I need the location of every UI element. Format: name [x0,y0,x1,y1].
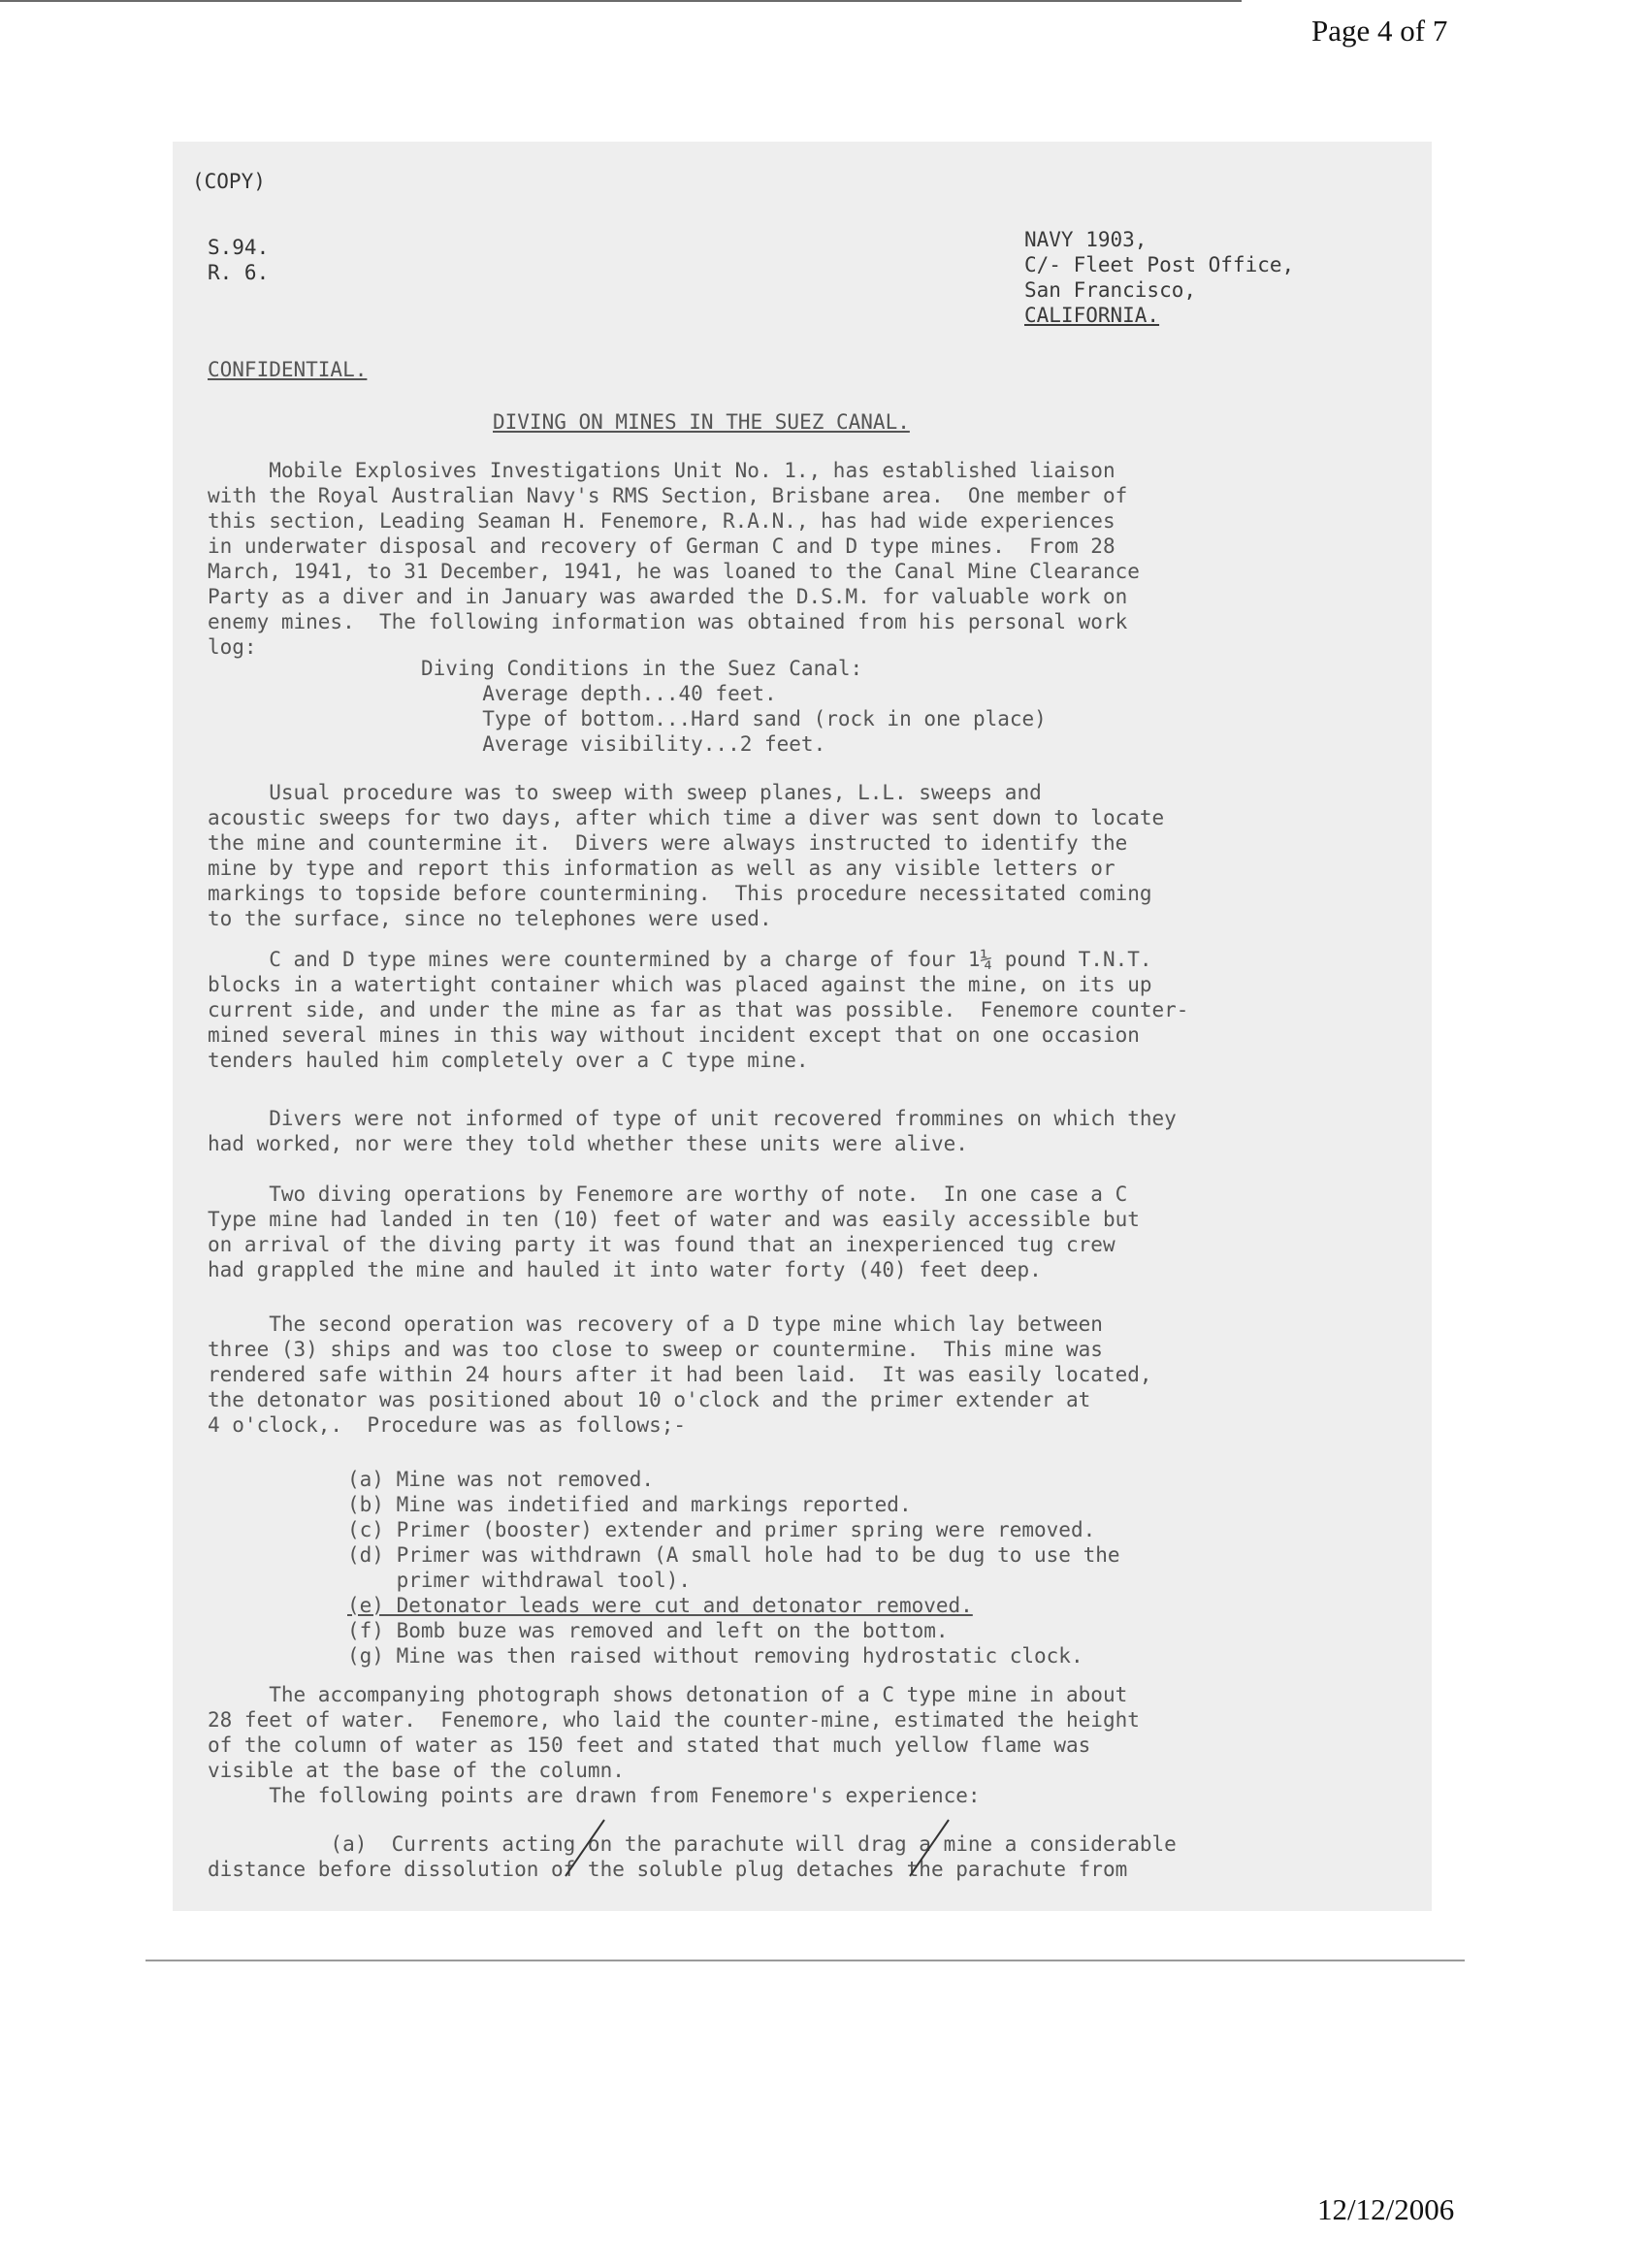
text-line: current side, and under the mine as far as that was possible. Fenemore counter- [208,998,1189,1021]
pen-mark [566,1820,604,1876]
reference-line: S.94. [208,236,270,259]
text-line: 4 o'clock,. Procedure was as follows;- [208,1413,687,1437]
text-line: tenders hauled him completely over a C type mine. [208,1049,809,1072]
step-item: (b) Mine was indetified and markings reported. [347,1493,912,1516]
text-line: Divers were not informed of type of unit recovered frommines on which they [208,1107,1177,1130]
scan-top-edge [0,0,1242,2]
text-line: with the Royal Australian Navy's RMS Section, Brisbane area. One member of [208,484,1128,507]
text-line: Usual procedure was to sweep with sweep planes, L.L. sweeps and [208,781,1042,804]
text-line: Type of bottom...Hard sand (rock in one place) [421,707,1047,730]
text-line: blocks in a watertight container which was placed against the mine, on its up [208,973,1152,996]
footer-date: 12/12/2006 [1317,2192,1455,2226]
text-line: Average depth...40 feet. [421,682,777,705]
scanned-document [173,142,1432,1911]
address-line: NAVY 1903, [1024,228,1148,251]
step-item: (c) Primer (booster) extender and primer spring were removed. [347,1518,1096,1541]
text-line: distance before dissolution of the soluble plug detaches the parachute from [208,1858,1128,1881]
step-item: (f) Bomb buze was removed and left on the bottom. [347,1619,949,1642]
text-line: the mine and countermine it. Divers were always instructed to identify the [208,831,1128,855]
copy-mark: (COPY) [192,170,266,193]
text-line: visible at the base of the column. [208,1759,625,1782]
text-line: in underwater disposal and recovery of German C and D type mines. From 28 [208,535,1116,558]
text-line: rendered safe within 24 hours after it had been laid. It was easily located, [208,1363,1152,1386]
address-line: C/- Fleet Post Office, [1024,253,1295,276]
text-line: mined several mines in this way without incident except that on one occasion [208,1023,1140,1047]
step-item: primer withdrawal tool). [347,1569,692,1592]
pen-marks [173,142,1432,1911]
document-heading: DIVING ON MINES IN THE SUEZ CANAL. [493,410,910,434]
text-line: of the column of water as 150 feet and stated that much yellow flame was [208,1733,1091,1757]
text-line: enemy mines. The following information was obtained from his personal work [208,610,1128,633]
text-line: Average visibility...2 feet. [421,732,826,756]
text-line: had grappled the mine and hauled it into water forty (40) feet deep. [208,1258,1042,1281]
text-line: the detonator was positioned about 10 o'clock and the primer extender at [208,1388,1091,1411]
text-line: March, 1941, to 31 December, 1941, he was loaned to the Canal Mine Clearance [208,560,1140,583]
text-line: three (3) ships and was too close to sweep or countermine. This mine was [208,1338,1103,1361]
text-line: Diving Conditions in the Suez Canal: [421,657,863,680]
step-item: (a) Mine was not removed. [347,1468,655,1491]
text-line: on arrival of the diving party it was found that an inexperienced tug crew [208,1233,1116,1256]
text-line: acoustic sweeps for two days, after which time a diver was sent down to locate [208,806,1165,829]
footer-rule [146,1960,1465,1961]
address-line: CALIFORNIA. [1024,304,1160,327]
text-line: to the surface, since no telephones were used. [208,907,772,930]
step-item: (e) Detonator leads were cut and detonator removed. [347,1594,973,1617]
text-line: this section, Leading Seaman H. Fenemore, R.A.N., has had wide experiences [208,509,1116,533]
reference-line: R. 6. [208,261,270,284]
text-line: 28 feet of water. Fenemore, who laid the counter-mine, estimated the height [208,1708,1140,1732]
step-item: (g) Mine was then raised without removing hydrostatic clock. [347,1644,1083,1668]
text-line: C and D type mines were countermined by a charge of four 1¼ pound T.N.T. [208,948,1152,971]
text-line: Party as a diver and in January was awarded the D.S.M. for valuable work on [208,585,1128,608]
page-number: Page 4 of 7 [1311,14,1448,48]
text-line: The following points are drawn from Fenemore's experience: [208,1784,981,1807]
text-line: Type mine had landed in ten (10) feet of water and was easily accessible but [208,1208,1140,1231]
text-line: mine by type and report this information as well as any visible letters or [208,857,1116,880]
text-line: The second operation was recovery of a D type mine which lay between [208,1312,1103,1336]
text-line: The accompanying photograph shows detonation of a C type mine in about [208,1683,1128,1706]
text-line: Two diving operations by Fenemore are worthy of note. In one case a C [208,1183,1128,1206]
text-line: had worked, nor were they told whether these units were alive. [208,1132,968,1155]
pen-mark [910,1820,949,1876]
address-line: San Francisco, [1024,278,1197,302]
text-line: log: [208,635,257,659]
text-line: markings to topside before countermining. This procedure necessitated coming [208,882,1152,905]
step-item: (d) Primer was withdrawn (A small hole had to be dug to use the [347,1543,1120,1567]
text-line: Mobile Explosives Investigations Unit No. 1., has established liaison [208,459,1116,482]
text-line: (a) Currents acting on the parachute will drag a mine a considerable [208,1832,1177,1856]
classification-label: CONFIDENTIAL. [208,358,368,381]
